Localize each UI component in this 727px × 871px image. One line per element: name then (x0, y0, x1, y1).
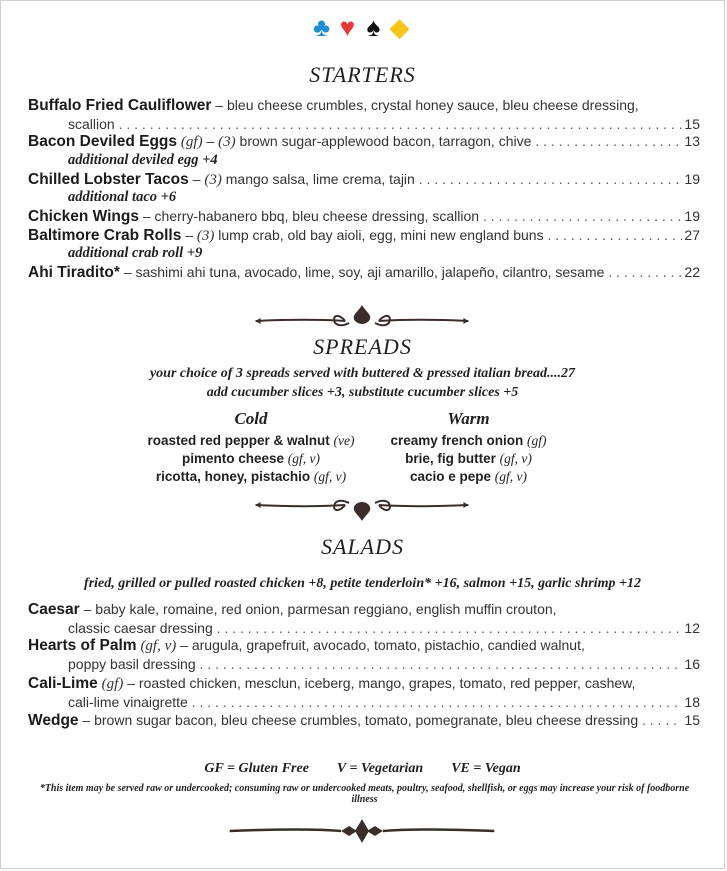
item-count: (3) (196, 228, 215, 244)
item-desc: baby kale, romaine, red onion, parmesan reggiano, english muffin crouton, (95, 601, 557, 617)
warm-heading: Warm (447, 409, 490, 428)
item-price: 18 (684, 694, 700, 710)
spreads-warm-column (361, 410, 576, 486)
menu-item-hearts-of-palm: Hearts of Palm (gf, v) – arugula, grapefruit, avocado, tomato, pistachio, candied walnut, poppy basil dressing . . . 16 (28, 636, 700, 673)
spread-item: brie, fig butter (gf, v) (405, 451, 532, 466)
spade-icon: ♠ (366, 12, 385, 42)
menu-item-wedge: Wedge – brown sugar bacon, bleu cheese crumbles, tomato, pomegranate, bleu cheese dressing . . . 15 (28, 711, 700, 730)
item-desc-cont: poppy basil dressing . . . (68, 655, 682, 673)
spreads-cold-column (141, 410, 361, 486)
item-desc-cont: classic caesar dressing . . . (68, 619, 682, 637)
item-desc: roasted chicken, mesclun, iceberg, mango, grapes, tomato, red pepper, cashew, (138, 675, 636, 691)
item-price: 15 (684, 116, 700, 132)
spread-item: ricotta, honey, pistachio (gf, v) (155, 469, 347, 484)
item-desc: bleu cheese crumbles, crystal honey sauce, bleu cheese dressing, (227, 97, 639, 113)
dietary-legend (1, 761, 724, 777)
menu-item-caesar: Caesar – baby kale, romaine, red onion, parmesan reggiano, english muffin crouton, classic caesar dressing . . . 12 (28, 600, 700, 637)
heart-icon: ♥ (339, 12, 360, 42)
item-desc: brown sugar-applewood bacon, tarragon, chive (239, 133, 532, 149)
spread-item: roasted red pepper & walnut (ve) (147, 433, 355, 448)
legend-gf: GF = Gluten Free (204, 761, 309, 776)
menu-item-buffalo-cauliflower: Buffalo Fried Cauliflower – bleu cheese crumbles, crystal honey sauce, bleu cheese dressing, scallion . . . 15 (28, 96, 700, 133)
spreads-note: your choice of 3 spreads served with buttered & pressed italian bread....27 (149, 366, 576, 381)
item-desc-cont: cali-lime vinaigrette . . . (68, 693, 682, 711)
raw-food-disclaimer: *This item may be served raw or undercooked; consuming raw or undercooked meats, poultry, seafood, shellfish, or eggs may increase your risk of foodborne illness (39, 783, 690, 805)
item-price: 19 (684, 171, 700, 187)
item-desc: sashimi ahi tuna, avocado, lime, soy, aji amarillo, jalapeño, cilantro, sesame (135, 264, 605, 280)
item-name: Chicken Wings (28, 208, 139, 225)
item-price: 22 (684, 264, 700, 280)
spread-item: creamy french onion (gf) (390, 433, 547, 448)
item-desc: lump crab, old bay aioli, egg, mini new england buns (218, 227, 544, 243)
salads-title: SALADS (321, 534, 404, 559)
item-name: Caesar (28, 601, 80, 618)
starters-title: STARTERS (309, 62, 416, 87)
item-name: Bacon Deviled Eggs (28, 133, 178, 150)
item-price: 19 (684, 208, 700, 224)
item-desc: brown sugar bacon, bleu cheese crumbles, tomato, pomegranate, bleu cheese dressing (94, 712, 639, 728)
menu-item-crab-rolls: Baltimore Crab Rolls – (3) lump crab, old bay aioli, egg, mini new england buns . . . 27 (28, 226, 700, 245)
item-name: Ahi Tiradito* (28, 264, 120, 281)
item-tag: (gf) (101, 676, 124, 692)
item-name: Baltimore Crab Rolls (28, 227, 182, 244)
spreads-cucumber-note: add cucumber slices +3, substitute cucumber slices +5 (206, 385, 519, 400)
item-price: 13 (684, 133, 700, 149)
item-count: (3) (204, 172, 222, 188)
club-icon: ♣ (312, 12, 335, 42)
legend-ve: VE = Vegan (451, 761, 521, 776)
item-tag: (gf, v) (140, 638, 177, 654)
menu-item-lobster-tacos: Chilled Lobster Tacos – (3) mango salsa, lime crema, tajin . . . 19 (28, 170, 700, 189)
menu-item-deviled-eggs: Bacon Deviled Eggs (gf) – (3) brown sugar-applewood bacon, tarragon, chive . . . 13 (28, 132, 700, 151)
cold-heading: Cold (234, 409, 268, 428)
card-suits (1, 13, 724, 41)
addon-deviled-egg: additional deviled egg +4 (68, 152, 218, 168)
item-name: Cali-Lime (28, 675, 98, 692)
item-desc-cont: scallion . . . (68, 115, 682, 133)
salads-protein-note: fried, grilled or pulled roasted chicken +8, petite tenderloin* +16, salmon +15, garlic shrimp +12 (84, 576, 641, 591)
item-tag: (gf) (180, 134, 203, 150)
menu-item-ahi-tiradito: Ahi Tiradito* – sashimi ahi tuna, avocado, lime, soy, aji amarillo, jalapeño, cilantro, sesame . . . 22 (28, 263, 700, 282)
menu-item-chicken-wings: Chicken Wings – cherry-habanero bbq, bleu cheese dressing, scallion . . . 19 (28, 207, 700, 226)
ornament-divider (1, 303, 724, 333)
legend-v: V = Vegetarian (336, 761, 424, 776)
item-price: 16 (684, 656, 700, 672)
item-name: Wedge (28, 712, 79, 729)
item-name: Chilled Lobster Tacos (28, 171, 189, 188)
item-name: Buffalo Fried Cauliflower (28, 97, 212, 114)
menu-item-cali-lime: Cali-Lime (gf) – roasted chicken, mesclun, iceberg, mango, grapes, tomato, red pepper, cashew, cali-lime vinaigrette . . . 18 (28, 674, 700, 711)
diamond-icon: ◆ (389, 12, 414, 42)
item-price: 27 (684, 227, 700, 243)
spread-item: cacio e pepe (gf, v) (409, 469, 528, 484)
addon-crab-roll: additional crab roll +9 (68, 245, 203, 261)
item-price: 15 (684, 712, 700, 728)
ornament-divider (1, 493, 724, 523)
spreads-title: SPREADS (313, 334, 412, 359)
item-desc: cherry-habanero bbq, bleu cheese dressing, scallion (154, 208, 480, 224)
addon-taco: additional taco +6 (68, 189, 177, 205)
spread-item: pimento cheese (gf, v) (181, 451, 321, 466)
item-count: (3) (218, 134, 236, 150)
item-desc: mango salsa, lime crema, tajin (225, 171, 415, 187)
item-price: 12 (684, 620, 700, 636)
bottom-ornament-divider (1, 816, 724, 846)
item-desc: arugula, grapefruit, avocado, tomato, pistachio, candied walnut, (191, 637, 585, 653)
item-name: Hearts of Palm (28, 637, 137, 654)
